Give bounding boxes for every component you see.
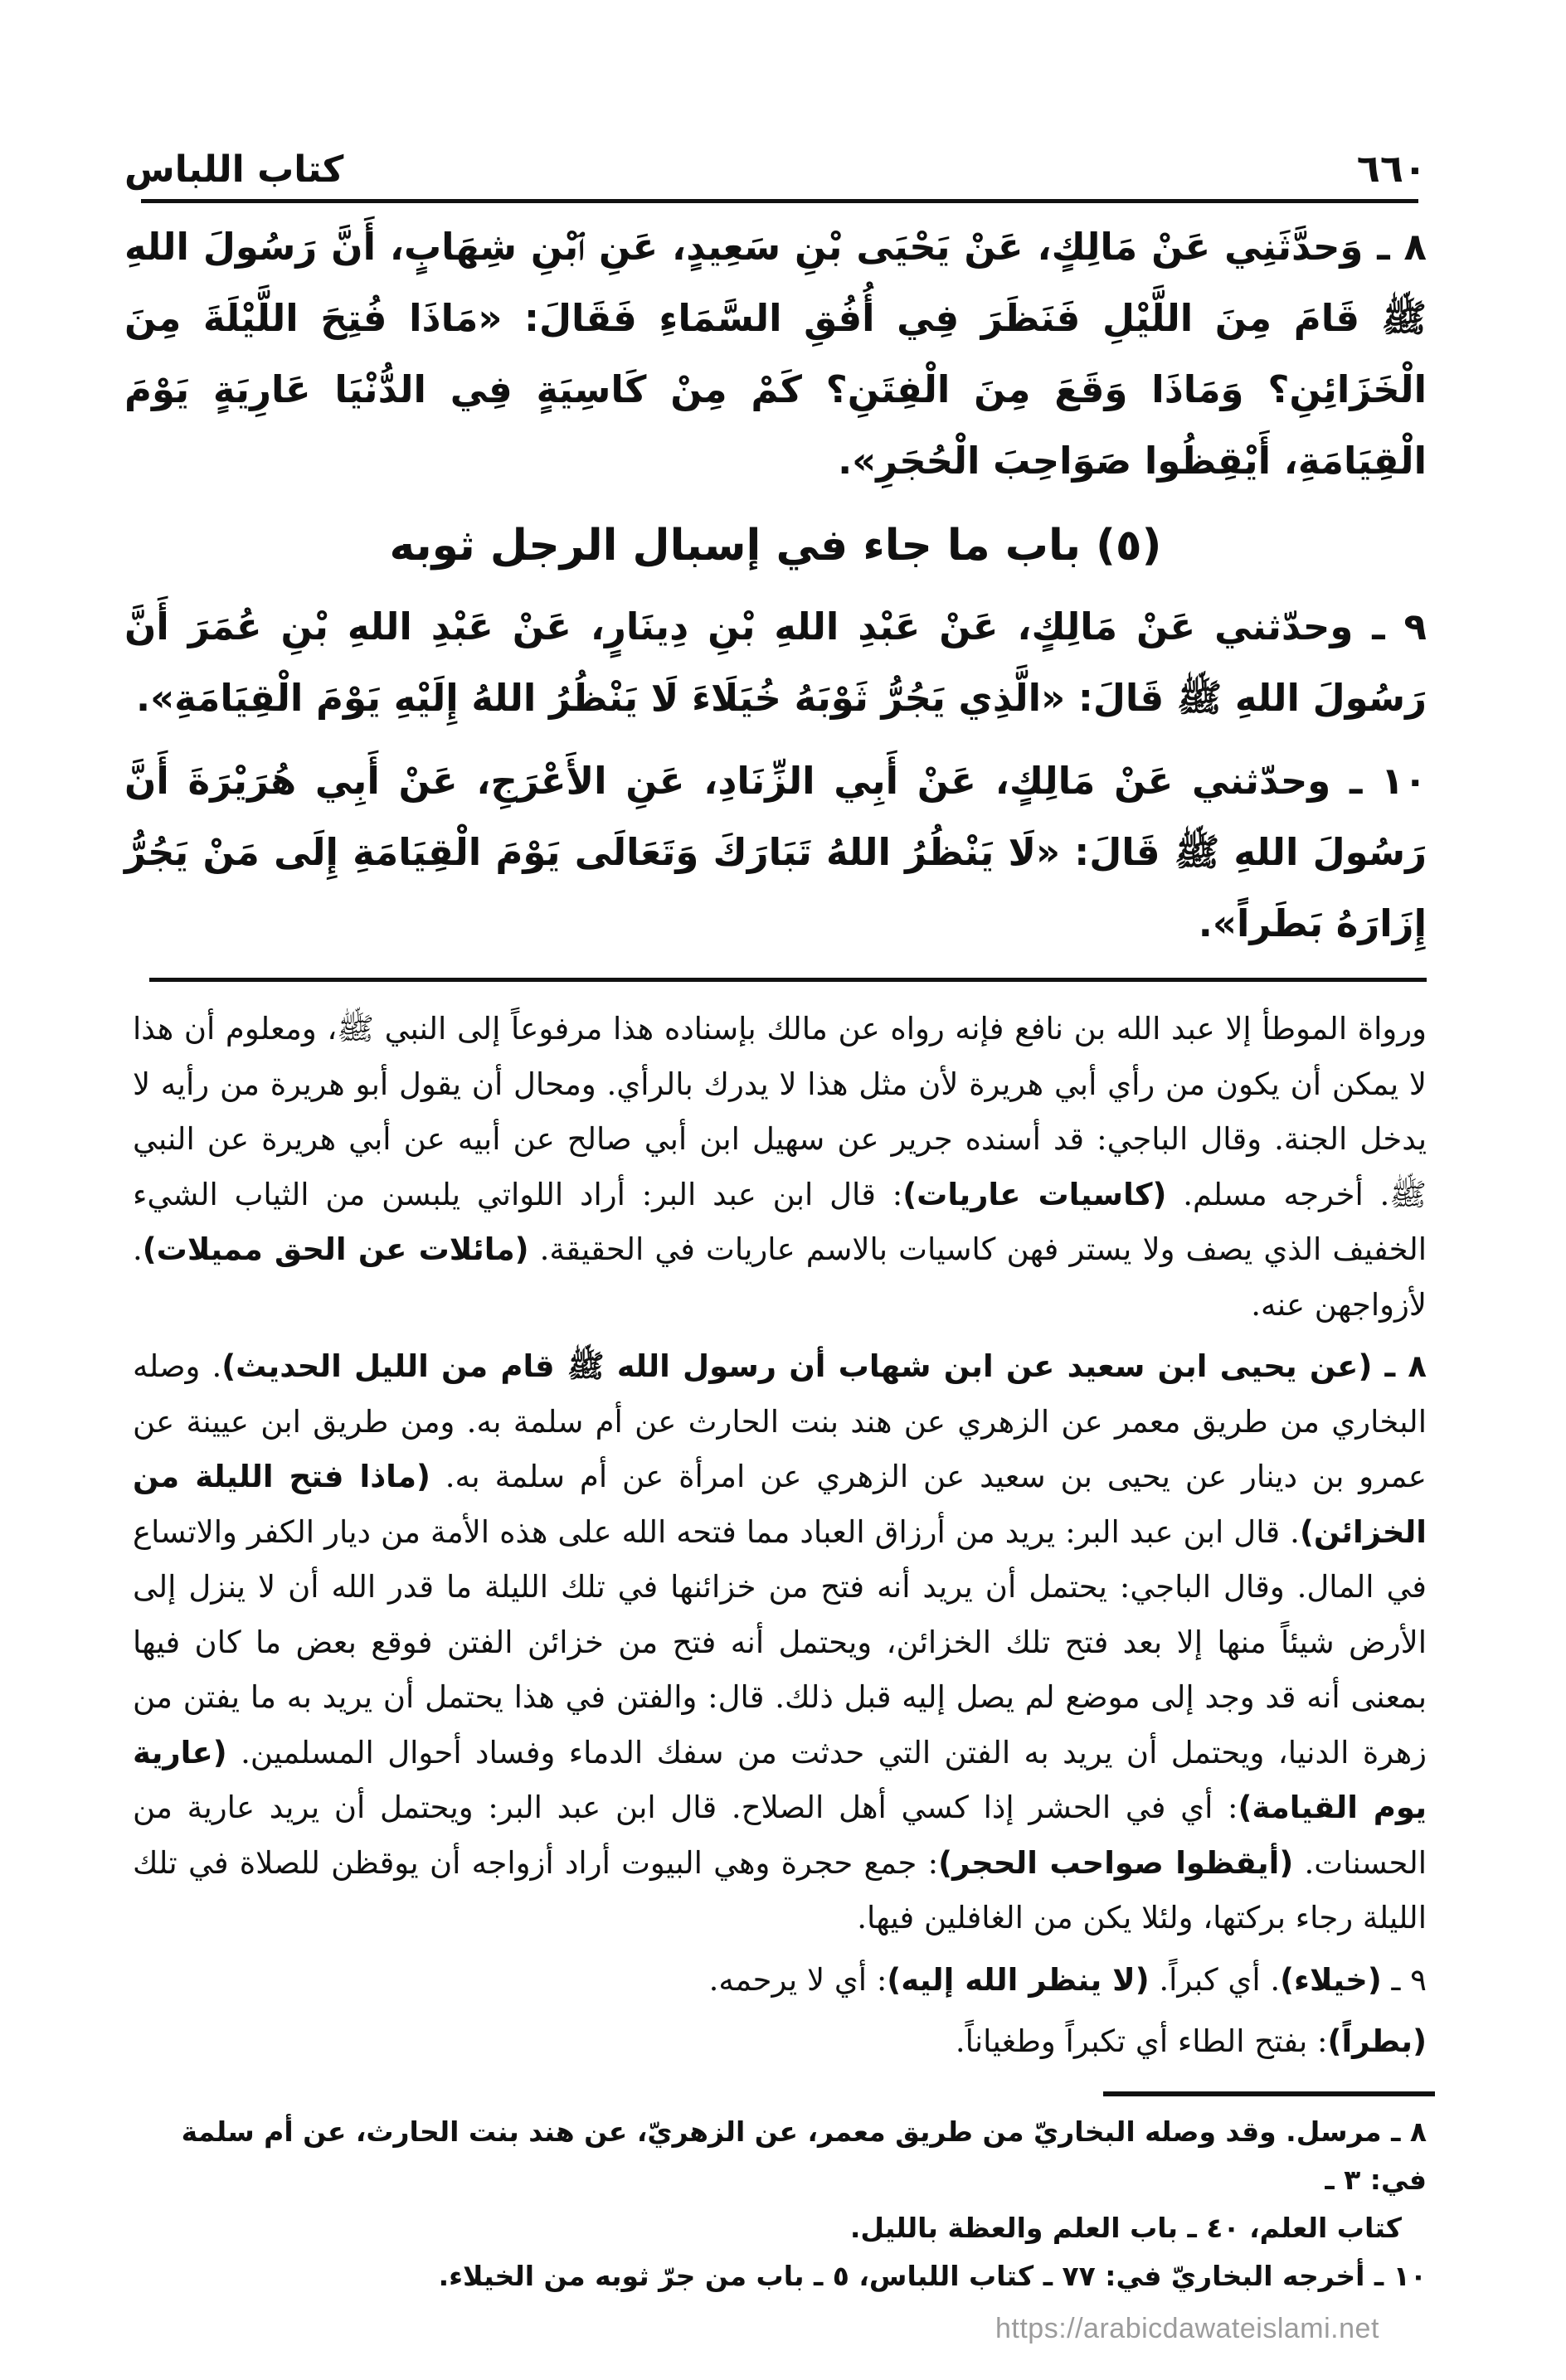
commentary-text: : أي لا يرحمه. — [708, 1961, 888, 1998]
commentary-text: . وصله البخاري من طريق معمر عن الزهري عن هند بنت الحارث عن أم سلمة به. ومن طريق ابن عيينة عن عمرو بن دينار عن يحيى بن سعيد عن الزهري عن امرأة عن أم سلمة به. — [133, 1348, 1427, 1494]
commentary-term: (لا ينظر الله إليه) — [887, 1961, 1150, 1998]
commentary-paragraph — [133, 2014, 1427, 2070]
commentary-text: . قال ابن عبد البر: يريد من أرزاق العباد مما فتحه الله على هذه الأمة من ديار الكفر والاتساع في المال. وقال الباجي: يحتمل أن يريد أنه فتح من خزائنها في تلك الليلة ما قدر الله أن لا ينزل إلى الأرض شيئاً منها إلا بعد فتح تلك الخزائن، ويحتمل أنه فتح من خزائن الفتن فوقع بعض ما كان فيها بمعنى أنه قد وجد إلى موضع لم يصل إليه قبل ذلك. قال: والفتن في هذا يحتمل أن يريد به ما يفتن من زهرة الدنيا، ويحتمل أن يريد به الفتن التي حدثت من سفك الدماء وفساد أحوال المسلمين. — [133, 1513, 1427, 1770]
commentary-text: . لأزواجهن عنه. — [133, 1231, 1427, 1323]
commentary-paragraph — [133, 1002, 1427, 1333]
commentary-paragraph — [133, 1953, 1427, 2008]
hadith-9 — [124, 591, 1427, 734]
watermark-url: https://arabicdawateislami.net — [995, 2312, 1379, 2344]
hadith-text: وحدّثني عَنْ مَالِكٍ، عَنْ أَبِي الزِّنَادِ، عَنِ الأَعْرَجِ، عَنْ أَبِي هُرَيْرَةَ أَنَّ رَسُولَ اللهِ ﷺ قَالَ: «لَا يَنْظُرُ اللهُ تَبَارَكَ وَتَعَالَى يَوْمَ الْقِيَامَةِ إِلَى مَنْ يَجُرُّ إِزَارَهُ بَطَراً». — [124, 759, 1427, 945]
commentary-term: (مائلات عن الحق مميلات) — [142, 1231, 529, 1267]
footnotes — [124, 2108, 1427, 2300]
hadith-number: ٩ ـ — [1372, 605, 1427, 648]
commentary-term: (بطراً) — [1327, 2023, 1427, 2059]
section-divider — [149, 978, 1427, 982]
commentary — [133, 1002, 1427, 2070]
footnote-rule — [1103, 2091, 1435, 2096]
commentary-number: ٩ ـ — [1391, 1961, 1427, 1998]
commentary-text: . أي كبراً. — [1159, 1961, 1281, 1998]
commentary-text: : قال ابن عبد البر: أراد اللواتي يلبسن من الثياب الشيء الخفيف الذي يصف ولا يستر فهن كاسيات بالاسم عاريات في الحقيقة. — [133, 1176, 1427, 1267]
footnote-10: ١٠ ـ أخرجه البخاريّ في: ٧٧ ـ كتاب اللباس، ٥ ـ باب من جرّ ثوبه من الخيلاء. — [438, 2259, 1427, 2292]
hadith-number: ٨ ـ — [1377, 225, 1427, 269]
book-title: كتاب اللباس — [124, 148, 344, 191]
commentary-term: (خيلاء) — [1280, 1961, 1382, 1998]
commentary-term: (عارية يوم القيامة) — [133, 1734, 1427, 1825]
footnote-8: ٨ ـ مرسل. وقد وصله البخاريّ من طريق معمر، عن الزهريّ، عن هند بنت الحارث، عن أم سلمة في: ٣ ـ — [181, 2115, 1427, 2196]
commentary-term: (أيقظوا صواحب الحجر) — [938, 1844, 1294, 1881]
commentary-term: (كاسيات عاريات) — [902, 1176, 1167, 1212]
hadith-8 — [124, 211, 1427, 497]
commentary-term: (ماذا فتح الليلة من الخزائن) — [133, 1459, 1427, 1550]
hadith-number: ١٠ ـ — [1349, 759, 1427, 803]
commentary-text: : جمع حجرة وهي البيوت أراد أزواجه أن يوقظن للصلاة في تلك الليلة رجاء بركتها، ولئلا يكن من الغافلين فيها. — [133, 1844, 1427, 1936]
header-rule — [141, 199, 1418, 203]
commentary-text: : بفتح الطاء أي تكبراً وطغياناً. — [955, 2023, 1328, 2059]
commentary-term: ٨ ـ (عن يحيى ابن سعيد عن ابن شهاب أن رسول الله ﷺ قام من الليل الحديث) — [221, 1348, 1427, 1384]
hadith-text: وحدّثني عَنْ مَالِكٍ، عَنْ عَبْدِ اللهِ بْنِ دِينَارٍ، عَنْ عَبْدِ اللهِ بْنِ عُمَرَ أَنَّ رَسُولَ اللهِ ﷺ قَالَ: «الَّذِي يَجُرُّ ثَوْبَهُ خُيَلَاءَ لَا يَنْظُرُ اللهُ إِلَيْهِ يَوْمَ الْقِيَامَةِ». — [124, 605, 1427, 720]
commentary-paragraph — [133, 1339, 1427, 1946]
page-number: ٦٦٠ — [1356, 146, 1427, 191]
hadith-text: وَحدَّثَنِي عَنْ مَالِكٍ، عَنْ يَحْيَى بْنِ سَعِيدٍ، عَنِ ٱبْنِ شِهَابٍ، أَنَّ رَسُولَ اللهِ ﷺ قَامَ مِنَ اللَّيْلِ فَنَظَرَ فِي أُفُقِ السَّمَاءِ فَقَالَ: «مَاذَا فُتِحَ اللَّيْلَةَ مِنَ الْخَزَائِنِ؟ وَمَاذَا وَقَعَ مِنَ الْفِتَنِ؟ كَمْ مِنْ كَاسِيَةٍ فِي الدُّنْيَا عَارِيَةٍ يَوْمَ الْقِيَامَةِ، أَيْقِظُوا صَوَاحِبَ الْحُجَرِ». — [124, 225, 1427, 483]
footnote-8-continued: كتاب العلم، ٤٠ ـ باب العلم والعظة بالليل. — [849, 2211, 1402, 2244]
running-header — [124, 124, 1427, 191]
chapter-heading: (٥) باب ما جاء في إسبال الرجل ثوبه — [389, 521, 1162, 571]
book-page — [124, 0, 1427, 2380]
hadith-10 — [124, 746, 1427, 959]
commentary-text: : أي في الحشر إذا كسي أهل الصلاح. قال ابن عبد البر: ويحتمل أن يريد عارية من الحسنات. — [133, 1790, 1427, 1881]
commentary-text: ورواة الموطأ إلا عبد الله بن نافع فإنه رواه عن مالك بإسناده هذا مرفوعاً إلى النبي ﷺ، ومعلوم أن هذا لا يمكن أن يكون من رأي أبي هريرة لأن مثل هذا لا يدرك بالرأي. ومحال أن يقول أبو هريرة من رأيه لا يدخل الجنة. وقال الباجي: قد أسنده جرير عن سهيل ابن أبي صالح عن أبيه عن أبي هريرة عن النبي ﷺ. أخرجه مسلم. — [133, 1011, 1427, 1212]
